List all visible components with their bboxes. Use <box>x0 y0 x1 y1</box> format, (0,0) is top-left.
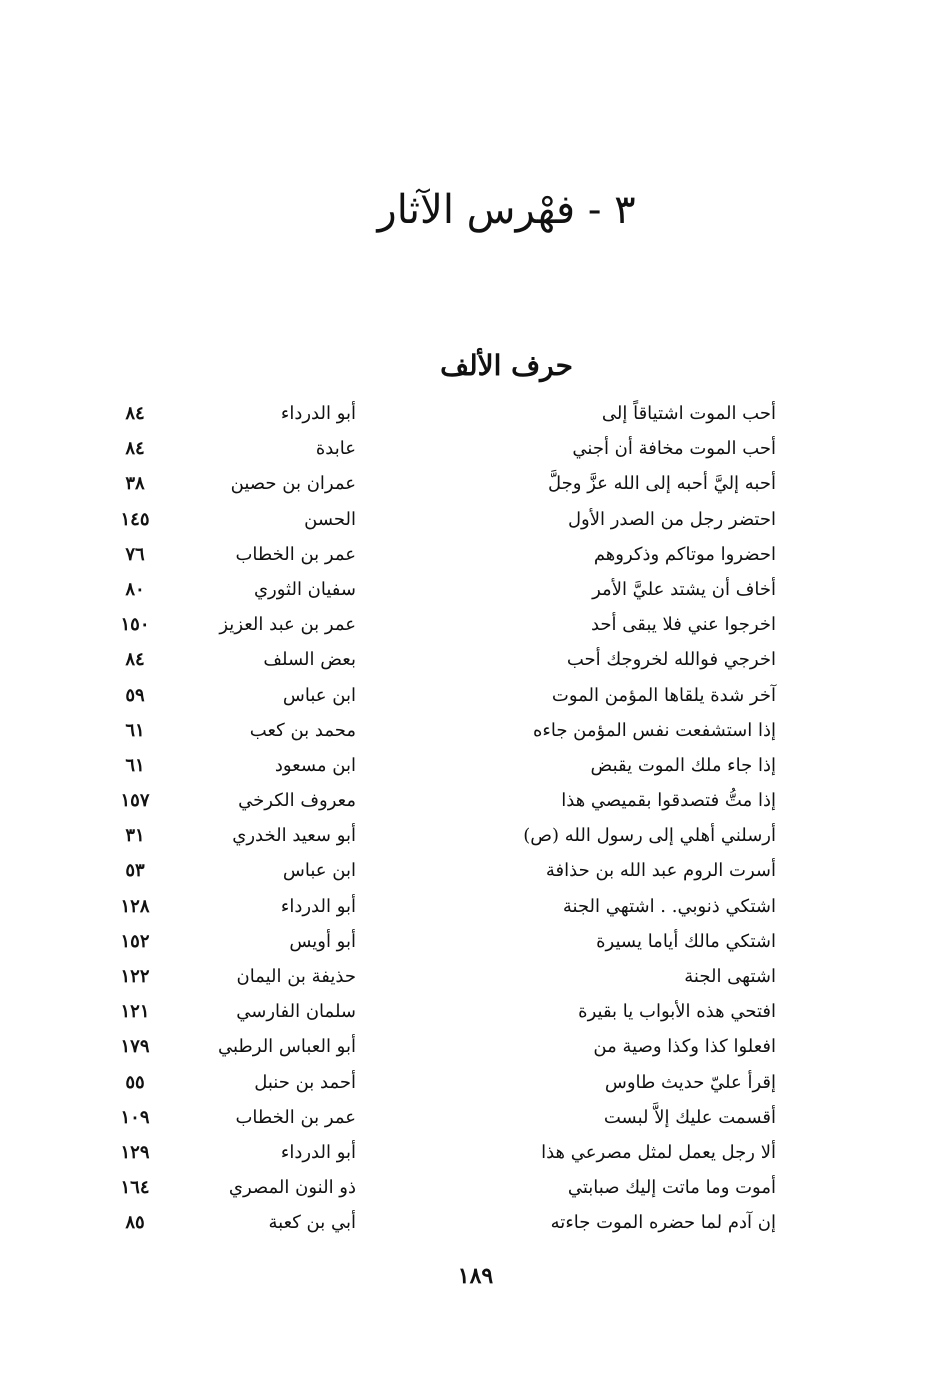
entry-narrator: محمد بن كعب <box>249 719 356 741</box>
entry-phrase: إن آدم لما حضره الموت جاءته <box>550 1212 776 1234</box>
entry-narrator: حذيفة بن اليمان <box>236 966 356 987</box>
entry-phrase: احضروا موتاكم وذكروهم <box>593 543 776 565</box>
entry-phrase: أسرت الروم عبد الله بن حذافة <box>545 860 776 882</box>
entry-page-ref: ٧٦ <box>125 543 145 565</box>
entry-page-ref: ١٥٧ <box>120 790 150 812</box>
entry-narrator: أبو سعيد الخدري <box>232 825 356 847</box>
index-entry <box>100 642 790 677</box>
entry-phrase: ألا رجل يعمل لمثل مصرعي هذا <box>541 1141 776 1163</box>
index-entry <box>100 396 790 431</box>
index-entry <box>100 713 790 748</box>
entry-phrase: اشتهى الجنة <box>684 966 776 987</box>
index-entry <box>100 466 790 501</box>
index-entry <box>100 748 790 783</box>
entry-page-ref: ٨٠ <box>125 578 145 600</box>
entry-phrase: اشتكي ذنوبي. . اشتهي الجنة <box>562 895 776 917</box>
section-heading: حرف الألف <box>440 349 573 382</box>
entry-narrator: أبو العباس الرطبي <box>218 1036 356 1058</box>
index-entry <box>100 853 790 888</box>
entry-phrase: أخاف أن يشتد عليَّ الأمر <box>592 578 776 600</box>
entry-page-ref: ٥٩ <box>125 684 145 706</box>
index-entry <box>100 607 790 642</box>
entry-page-ref: ٥٣ <box>125 860 145 882</box>
entry-phrase: آخر شدة يلقاها المؤمن الموت <box>551 684 776 706</box>
entry-page-ref: ٨٤ <box>125 438 145 460</box>
entry-phrase: اخرجوا عني فلا يبقى أحد <box>590 614 776 636</box>
entry-narrator: عمر بن الخطاب <box>235 1106 356 1128</box>
entry-narrator: ذو النون المصري <box>228 1177 356 1199</box>
entry-page-ref: ١٢٨ <box>120 895 150 917</box>
index-list <box>100 396 790 1241</box>
entry-narrator: عمر بن عبد العزيز <box>219 614 356 636</box>
page-number: ١٨٩ <box>457 1263 494 1289</box>
entry-phrase: اشتكي مالك أياما يسيرة <box>596 930 776 952</box>
index-entry <box>100 783 790 818</box>
entry-phrase: أحب الموت مخافة أن أجني <box>572 438 776 460</box>
index-entry <box>100 1029 790 1064</box>
entry-narrator: ابن مسعود <box>274 754 356 776</box>
index-entry <box>100 994 790 1029</box>
entry-narrator: أبي بن كعبة <box>268 1212 356 1234</box>
entry-narrator: ابن عباس <box>282 684 356 706</box>
index-entry <box>100 1135 790 1170</box>
entry-page-ref: ١٦٤ <box>120 1177 150 1199</box>
index-entry <box>100 959 790 994</box>
entry-narrator: أبو الدرداء <box>280 895 356 917</box>
index-entry <box>100 431 790 466</box>
entry-page-ref: ١٢٢ <box>120 966 150 987</box>
entry-phrase: إذا استشفعت نفس المؤمن جاءه <box>532 719 776 741</box>
entry-page-ref: ٣١ <box>125 825 145 847</box>
entry-page-ref: ٦١ <box>125 719 145 741</box>
index-entry <box>100 1100 790 1135</box>
entry-narrator: عابدة <box>315 438 356 460</box>
entry-page-ref: ١٠٩ <box>120 1106 150 1128</box>
entry-narrator: أبو أويس <box>289 930 356 952</box>
entry-phrase: أحبه إليَّ أحبه إلى الله عزَّ وجلَّ <box>548 473 776 495</box>
entry-phrase: اخرجي فوالله لخروجك أحب <box>566 649 776 671</box>
entry-narrator: سلمان الفارسي <box>236 1001 356 1023</box>
entry-phrase: إذا متُّ فتصدقوا بقميصي هذا <box>561 790 776 812</box>
index-entry <box>100 924 790 959</box>
entry-phrase: أرسلني أهلي إلى رسول الله (ص) <box>523 825 776 847</box>
entry-page-ref: ١٢١ <box>120 1001 150 1023</box>
index-entry <box>100 537 790 572</box>
entry-narrator: الحسن <box>304 508 356 530</box>
index-entry <box>100 1205 790 1240</box>
entry-narrator: سفيان الثوري <box>253 578 356 600</box>
entry-phrase: افتحي هذه الأبواب يا بقيرة <box>578 1001 776 1023</box>
entry-narrator: بعض السلف <box>263 649 356 671</box>
entry-page-ref: ١٥٢ <box>120 930 150 952</box>
index-entry <box>100 1065 790 1100</box>
index-entry <box>100 818 790 853</box>
entry-page-ref: ٥٥ <box>125 1071 145 1093</box>
entry-phrase: إذا جاء ملك الموت يقبض <box>590 754 776 776</box>
entry-page-ref: ٨٥ <box>125 1212 145 1234</box>
index-title: ٣ - فهْرس الآثار <box>377 187 636 233</box>
entry-narrator: معروف الكرخي <box>238 790 356 812</box>
entry-page-ref: ١٥٠ <box>120 614 150 636</box>
entry-page-ref: ٨٤ <box>125 403 145 424</box>
entry-phrase: أموت وما ماتت إليك صبابتي <box>567 1177 776 1199</box>
entry-page-ref: ١٢٩ <box>120 1141 150 1163</box>
index-entry <box>100 678 790 713</box>
entry-narrator: أبو الدرداء <box>280 403 356 424</box>
entry-phrase: إقرأ عليّ حديث طاوس <box>604 1071 776 1093</box>
entry-page-ref: ١٤٥ <box>120 508 150 530</box>
entry-phrase: أقسمت عليك إلاَّ لبست <box>603 1106 776 1128</box>
entry-page-ref: ٦١ <box>125 754 145 776</box>
entry-phrase: أحب الموت اشتياقاً إلى <box>601 403 776 424</box>
index-entry <box>100 502 790 537</box>
index-entry <box>100 1170 790 1205</box>
entry-narrator: عمر بن الخطاب <box>235 543 356 565</box>
index-entry <box>100 889 790 924</box>
entry-phrase: افعلوا كذا وكذا وصية من <box>593 1036 776 1058</box>
entry-narrator: ابن عباس <box>282 860 356 882</box>
entry-phrase: احتضر رجل من الصدر الأول <box>567 508 776 530</box>
entry-page-ref: ٨٤ <box>125 649 145 671</box>
entry-narrator: أحمد بن حنبل <box>254 1071 356 1093</box>
entry-page-ref: ١٧٩ <box>120 1036 150 1058</box>
entry-page-ref: ٣٨ <box>125 473 145 495</box>
entry-narrator: عمران بن حصين <box>230 473 356 495</box>
entry-narrator: أبو الدرداء <box>280 1141 356 1163</box>
index-entry <box>100 572 790 607</box>
